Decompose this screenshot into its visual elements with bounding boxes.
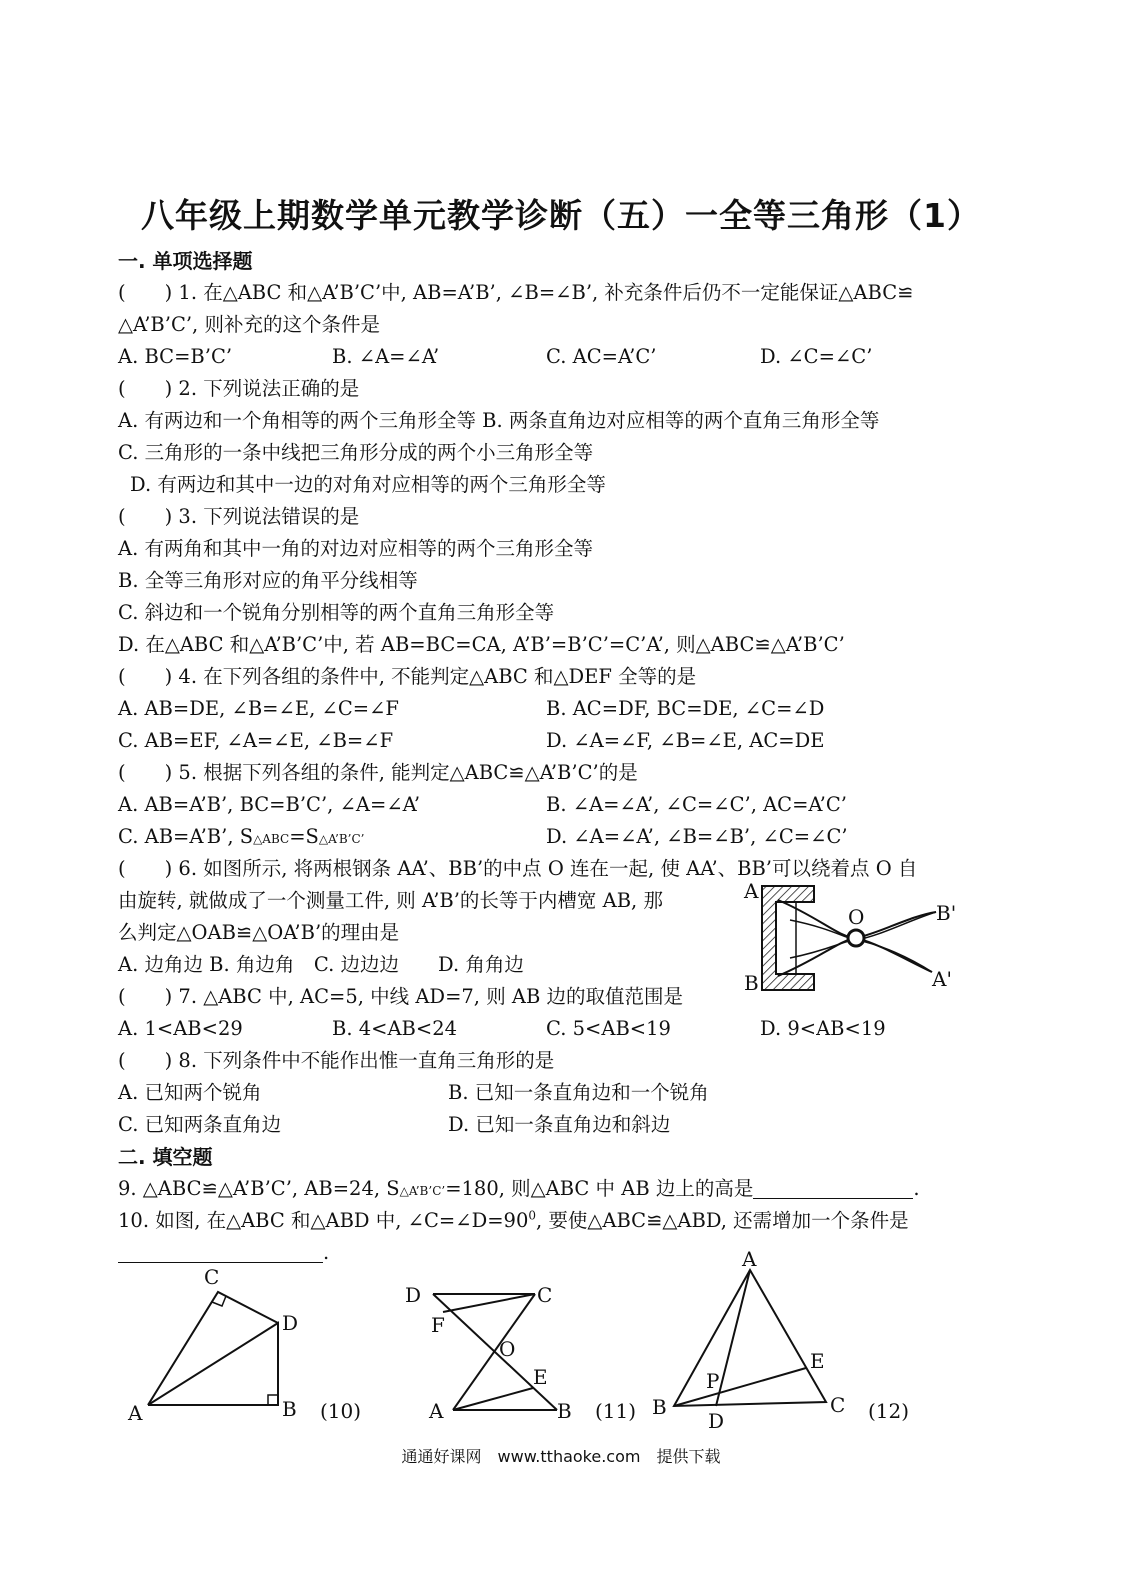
q4-option-d: D. ∠A=∠F, ∠B=∠E, AC=DE <box>546 729 825 752</box>
q3-option-c: C. 斜边和一个锐角分别相等的两个直角三角形全等 <box>118 601 555 624</box>
fig11-label-o: O <box>499 1337 516 1361</box>
fig10-label-d: D <box>282 1311 299 1335</box>
fig11-label-f: F <box>431 1313 445 1337</box>
q9-answer-blank[interactable] <box>753 1176 913 1199</box>
label-a-prime: A' <box>932 967 952 991</box>
q4-options-row2 <box>118 725 998 757</box>
q5-c-sub1: △ABC <box>253 832 290 846</box>
section-heading-fill: 二. 填空题 <box>118 1145 213 1169</box>
q9-text-post: =180, 则△ABC 中 AB 边上的高是 <box>445 1177 754 1200</box>
q6-options: A. 边角边 B. 角边角 C. 边边边 D. 角角边 <box>118 953 524 976</box>
q8-option-a: A. 已知两个锐角 <box>118 1081 262 1104</box>
q9-sub: △A’B’C’ <box>399 1184 446 1198</box>
fig12-label-b: B <box>652 1395 667 1419</box>
figure-12 <box>650 1248 920 1433</box>
q5-option-d: D. ∠A=∠A’, ∠B=∠B’, ∠C=∠C’ <box>546 825 848 848</box>
pivot-o <box>848 930 864 946</box>
fig12-label-c: C <box>830 1393 846 1417</box>
label-b-prime: B' <box>936 901 957 925</box>
q4-option-a: A. AB=DE, ∠B=∠E, ∠C=∠F <box>118 697 399 720</box>
q6-stem-line3: 么判定△OAB≌△OA’B’的理由是 <box>118 921 400 944</box>
q3-option-b: B. 全等三角形对应的角平分线相等 <box>118 569 418 592</box>
fig11-caption: (11) <box>595 1399 637 1423</box>
fig11-segment-cf <box>443 1294 535 1312</box>
q7-option-d: D. 9<AB<19 <box>760 1017 886 1040</box>
label-a: A <box>744 879 759 903</box>
q10-text-pre: 10. 如图, 在△ABC 和△ABD 中, ∠C=∠D=90 <box>118 1209 529 1232</box>
q4-option-c: C. AB=EF, ∠A=∠E, ∠B=∠F <box>118 729 394 752</box>
fig10-label-a: A <box>128 1401 143 1425</box>
q7-stem: ( ) 7. △ABC 中, AC=5, 中线 AD=7, 则 AB 边的取值范围是 <box>118 985 684 1008</box>
fig12-label-a: A <box>742 1248 757 1271</box>
page-title: 八年级上期数学单元教学诊断（五）一全等三角形（1） <box>141 196 981 235</box>
q5-option-a: A. AB=A’B’, BC=B’C’, ∠A=∠A’ <box>118 793 421 816</box>
footer-source: 通通好课网 www.tthaoke.com 提供下载 <box>401 1447 721 1466</box>
fig11-label-e: E <box>533 1365 548 1389</box>
q4-options-row1 <box>118 693 998 725</box>
q8-option-b: B. 已知一条直角边和一个锐角 <box>448 1081 709 1104</box>
fig11-label-c: C <box>537 1283 553 1307</box>
fig12-segment-be <box>674 1368 806 1406</box>
q4-stem: ( ) 4. 在下列各组的条件中, 不能判定△ABC 和△DEF 全等的是 <box>118 665 697 688</box>
q8-option-c: C. 已知两条直角边 <box>118 1113 282 1136</box>
q5-option-b: B. ∠A=∠A’, ∠C=∠C’, AC=A’C’ <box>546 793 847 816</box>
q5-option-c <box>118 821 364 855</box>
fig11-label-d: D <box>405 1283 422 1307</box>
q2-option-d: D. 有两边和其中一边的对角对应相等的两个三角形全等 <box>130 473 606 496</box>
q7-option-c: C. 5<AB<19 <box>546 1017 671 1040</box>
q8-stem: ( ) 8. 下列条件中不能作出惟一直角三角形的是 <box>118 1049 555 1072</box>
q1-option-d: D. ∠C=∠C’ <box>760 345 873 368</box>
label-o: O <box>848 905 865 929</box>
q6-stem-line1: ( ) 6. 如图所示, 将两根钢条 AA’、BB’的中点 O 连在一起, 使 AA’、BB’可以绕着点 O 自 <box>118 857 918 880</box>
fig10-caption: (10) <box>320 1399 362 1423</box>
q5-options-row2 <box>118 821 998 853</box>
q7-option-a: A. 1<AB<29 <box>118 1017 243 1040</box>
label-b: B <box>744 971 759 995</box>
groove-block <box>762 886 814 990</box>
fig11-segment-ac <box>453 1294 535 1410</box>
fig11-label-a: A <box>429 1399 444 1423</box>
fig12-label-d: D <box>708 1409 725 1433</box>
fig10-right-angle-b <box>268 1395 278 1405</box>
q6-stem-line2: 由旋转, 就做成了一个测量工件, 则 A’B’的长等于内槽宽 AB, 那 <box>118 889 663 912</box>
q1-options <box>118 341 998 373</box>
fig12-triangle-abc <box>674 1270 826 1406</box>
fig11-label-b: B <box>557 1399 572 1423</box>
question-list <box>118 245 998 1269</box>
q8-option-d: D. 已知一条直角边和斜边 <box>448 1113 671 1136</box>
q6-figure <box>740 878 980 998</box>
q9-text-pre: 9. △ABC≌△A’B’C’, AB=24, S <box>118 1177 400 1200</box>
q1-option-b: B. ∠A=∠A’ <box>332 345 440 368</box>
fig10-triangle-abd <box>148 1323 278 1405</box>
q2-stem: ( ) 2. 下列说法正确的是 <box>118 377 360 400</box>
q4-option-b: B. AC=DF, BC=DE, ∠C=∠D <box>546 697 825 720</box>
q3-option-a: A. 有两角和其中一角的对边对应相等的两个三角形全等 <box>118 537 593 560</box>
q10-sup: 0 <box>528 1208 536 1223</box>
q3-stem: ( ) 3. 下列说法错误的是 <box>118 505 360 528</box>
fig10-label-c: C <box>204 1265 220 1289</box>
q5-c-text: C. AB=A’B’, S <box>118 825 254 848</box>
figure-11 <box>405 1276 645 1426</box>
q5-options-row1 <box>118 789 998 821</box>
q10-text-post: , 要使△ABC≌△ABD, 还需增加一个条件是 <box>536 1209 909 1232</box>
q2-option-ab: A. 有两边和一个角相等的两个三角形全等 B. 两条直角边对应相等的两个直角三角形全等 <box>118 409 880 432</box>
fig12-caption: (12) <box>868 1399 910 1423</box>
q10-answer-line: . <box>118 1237 998 1269</box>
q5-c-sub2: △A’B’C’ <box>318 832 365 846</box>
q1-stem-line1: ( ) 1. 在△ABC 和△A’B’C’中, AB=A’B’, ∠B=∠B’, 补充条件后仍不一定能保证△ABC≌ <box>118 281 914 304</box>
fig12-label-e: E <box>810 1349 825 1373</box>
q1-option-a: A. BC=B’C’ <box>118 345 233 368</box>
q10-answer-blank[interactable] <box>118 1240 323 1263</box>
fig10-label-b: B <box>282 1397 297 1421</box>
figure-10 <box>120 1262 370 1427</box>
fig10-triangle-abc <box>148 1292 278 1405</box>
q3-option-d: D. 在△ABC 和△A’B’C’中, 若 AB=BC=CA, A’B’=B’C’=C’A’, 则△ABC≌△A’B’C’ <box>118 633 845 656</box>
fig12-label-p: P <box>706 1369 720 1393</box>
q5-c-eq: =S <box>289 825 319 848</box>
q2-option-c: C. 三角形的一条中线把三角形分成的两个小三角形全等 <box>118 441 594 464</box>
q7-option-b: B. 4<AB<24 <box>332 1017 458 1040</box>
q9-line: 9. △ABC≌△A’B’C’, AB=24, S△A’B’C’=180, 则△ABC 中 AB 边上的高是 . <box>118 1177 920 1200</box>
q8-options-row1 <box>118 1077 998 1109</box>
q5-stem: ( ) 5. 根据下列各组的条件, 能判定△ABC≌△A’B’C’的是 <box>118 761 638 784</box>
q7-options <box>118 1013 998 1045</box>
q8-options-row2 <box>118 1109 998 1141</box>
section-heading-choice: 一. 单项选择题 <box>118 249 253 273</box>
q1-stem-line2: △A’B’C’, 则补充的这个条件是 <box>118 313 380 336</box>
q1-option-c: C. AC=A’C’ <box>546 345 657 368</box>
q10-line <box>118 1205 998 1237</box>
